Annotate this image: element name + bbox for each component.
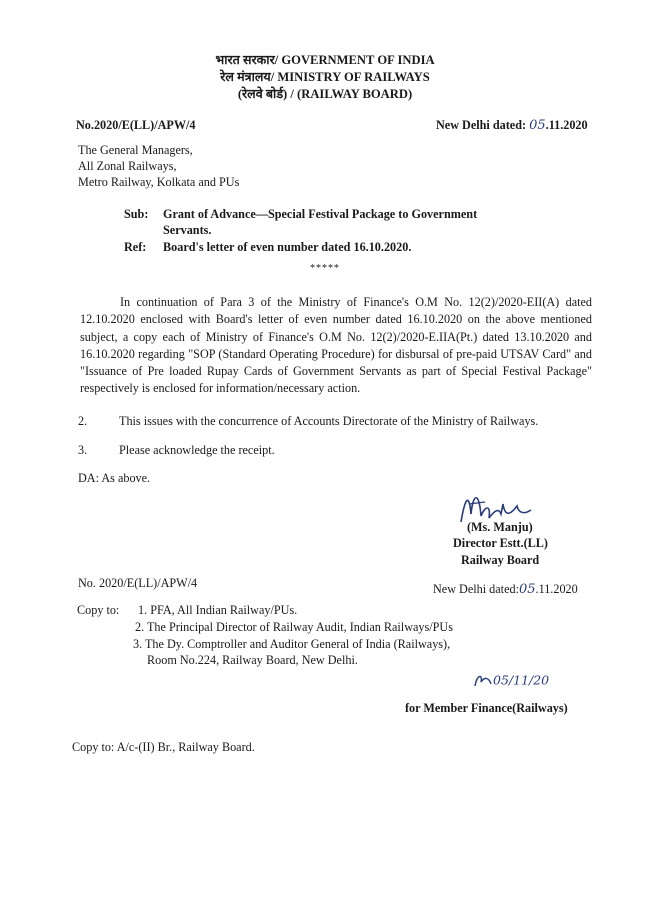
copy-to-label: Copy to:	[77, 603, 120, 617]
date-label: New Delhi dated:	[436, 118, 527, 132]
enclosure-note: DA: As above.	[78, 471, 151, 485]
addressee-line-3: Metro Railway, Kolkata and PUs	[78, 175, 240, 189]
signatory-name: (Ms. Manju)	[467, 520, 533, 534]
initials-date: 05/11/20	[493, 672, 550, 688]
date-rest: .11.2020	[545, 118, 588, 132]
for-member-finance: for Member Finance(Railways)	[405, 701, 568, 715]
subject-text-line-2: Servants.	[163, 223, 212, 237]
issue-date	[436, 118, 588, 133]
initials-scribble	[473, 672, 493, 690]
reference-number: No.2020/E(LL)/APW/4	[76, 118, 196, 132]
copy-reference-number: No. 2020/E(LL)/APW/4	[78, 576, 198, 590]
subject-label: Sub:	[124, 207, 149, 221]
addressee-line-2: All Zonal Railways,	[78, 159, 177, 173]
initials-handwritten	[473, 672, 549, 690]
para-3-text: Please acknowledge the receipt.	[119, 443, 275, 457]
copy-date	[433, 582, 578, 597]
final-copy-to: Copy to: A/c-(II) Br., Railway Board.	[72, 740, 255, 754]
para-3-number: 3.	[78, 443, 88, 457]
copy-item-3: 3. The Dy. Comptroller and Auditor General of India (Railways),	[133, 637, 451, 651]
reference-text: Board's letter of even number dated 16.10.2020.	[163, 240, 412, 254]
signatory-designation: Director Estt.(LL)	[453, 536, 548, 550]
addressee-line-1: The General Managers,	[78, 143, 193, 157]
copy-date-handwritten-day: 05	[518, 582, 536, 597]
header-government: भारत सरकार/ GOVERNMENT OF INDIA	[215, 53, 435, 67]
copy-item-1: 1. PFA, All Indian Railway/PUs.	[138, 603, 298, 617]
paragraph-1: In continuation of Para 3 of the Ministry of Finance's O.M No. 12(2)/2020-EII(A) dated 12.10.2020 enclosed with Board's letter of even number dated 16.10.2020 on the above mentioned subject, a copy each of Ministry of Finance's O.M No. 12(2)/2020-E.IIA(Pt.) dated 13.10.2020 and 16.10.2020 regarding "SOP (Standard Operating Procedure) for disbursal of pre-paid UTSAV Card" and "Issuance of Pre loaded Rupay Cards of Government Servants as part of Special Festival Package" respectively is enclosed for information/necessary action.	[80, 295, 592, 396]
header-board: (रेलवे बोर्ड) / (RAILWAY BOARD)	[237, 87, 413, 101]
para-2-text: This issues with the concurrence of Accounts Directorate of the Ministry of Railways.	[119, 414, 539, 428]
copy-item-3-continued: Room No.224, Railway Board, New Delhi.	[147, 653, 358, 667]
reference-label: Ref:	[124, 240, 147, 254]
subject-text-line-1: Grant of Advance—Special Festival Package to Government	[163, 207, 478, 221]
copy-date-label: New Delhi dated:	[433, 582, 519, 596]
separator-asterisks: *****	[310, 263, 340, 274]
header-ministry: रेल मंत्रालय/ MINISTRY OF RAILWAYS	[220, 70, 430, 84]
para-2-number: 2.	[78, 414, 88, 428]
handwritten-day: 05	[529, 118, 546, 133]
signatory-office: Railway Board	[461, 553, 540, 567]
copy-date-rest: .11.2020	[535, 582, 578, 596]
copy-item-2: 2. The Principal Director of Railway Audit, Indian Railways/PUs	[135, 620, 453, 634]
